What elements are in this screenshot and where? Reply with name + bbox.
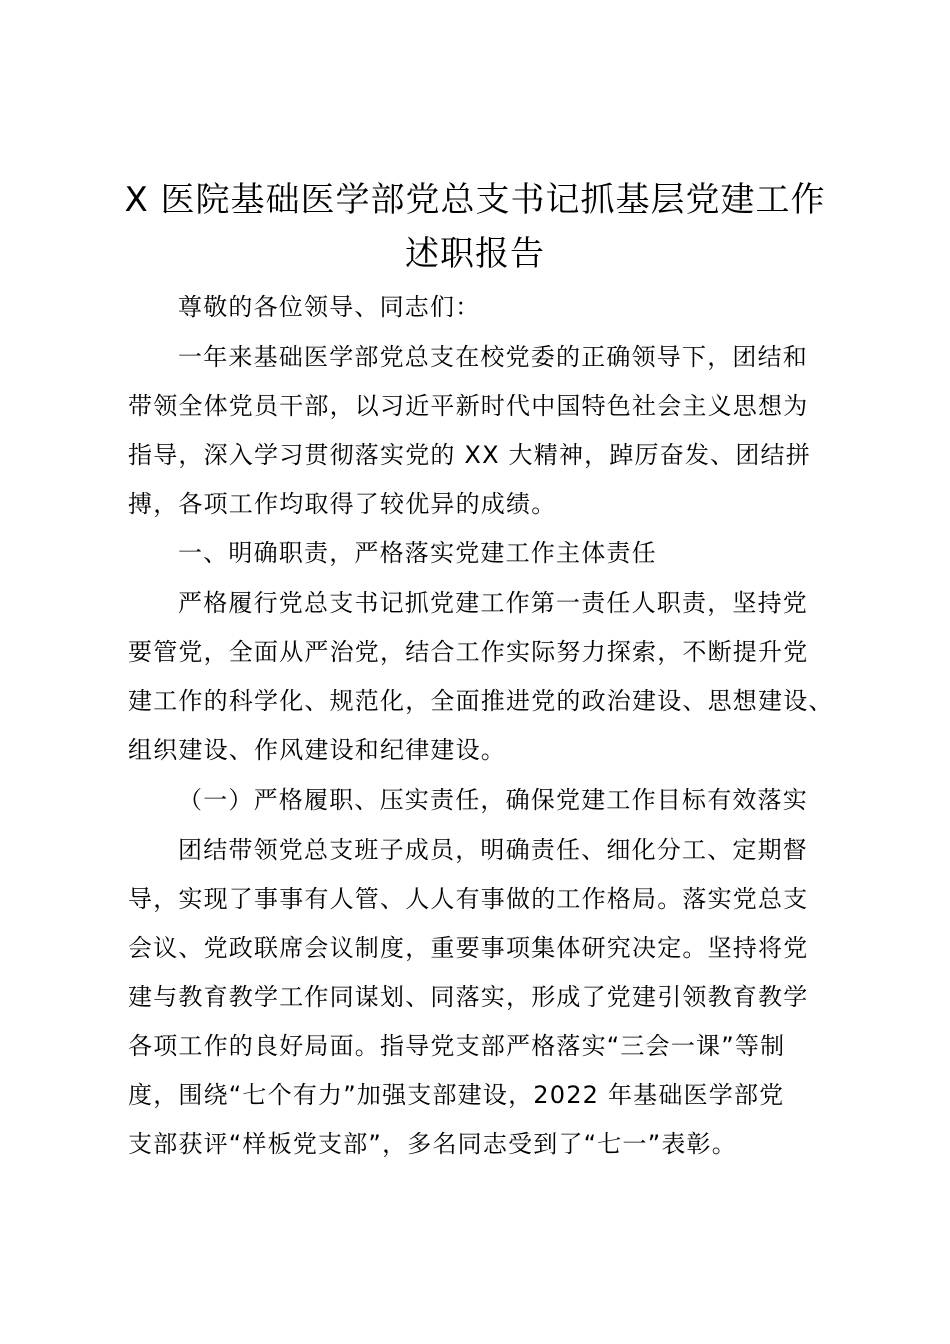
document-title-line-1: X 医院基础医学部党总支书记抓基层党建工作 xyxy=(124,180,826,220)
subsection-heading-1: （一）严格履职、压实责任，确保党建工作目标有效落实 xyxy=(178,786,808,814)
paragraph-2-line-3: 建工作的科学化、规范化，全面推进党的政治建设、思想建设、 xyxy=(128,687,834,715)
paragraph-1-line-3: 指导，深入学习贯彻落实党的 XX 大精神，踔厉奋发、团结拼 xyxy=(128,441,811,469)
paragraph-3-line-3: 会议、党政联席会议制度，重要事项集体研究决定。坚持将党 xyxy=(128,934,809,962)
paragraph-2-line-2: 要管党，全面从严治党，结合工作实际努力探索，不断提升党 xyxy=(128,638,809,666)
salutation: 尊敬的各位领导、同志们： xyxy=(178,293,481,321)
paragraph-1-line-1: 一年来基础医学部党总支在校党委的正确领导下，团结和 xyxy=(178,343,808,371)
paragraph-3-line-7: 支部获评“样板党支部”，多名同志受到了“七一”表彰。 xyxy=(128,1130,737,1158)
paragraph-3-line-4: 建与教育教学工作同谋划、同落实，形成了党建引领教育教学 xyxy=(128,983,809,1011)
paragraph-1-line-2: 带领全体党员干部，以习近平新时代中国特色社会主义思想为 xyxy=(128,392,809,420)
document-title-line-2: 述职报告 xyxy=(405,234,545,274)
paragraph-3-line-5: 各项工作的良好局面。指导党支部严格落实“三会一课”等制 xyxy=(128,1032,786,1060)
paragraph-2-line-4: 组织建设、作风建设和纪律建设。 xyxy=(128,736,506,764)
paragraph-3-line-1: 团结带领党总支班子成员，明确责任、细化分工、定期督 xyxy=(178,836,808,864)
paragraph-3-line-2: 导，实现了事事有人管、人人有事做的工作格局。落实党总支 xyxy=(128,885,809,913)
section-heading-1: 一、明确职责，严格落实党建工作主体责任 xyxy=(178,539,657,567)
paragraph-3-line-6: 度，围绕“七个有力”加强支部建设，2022 年基础医学部党 xyxy=(128,1081,785,1109)
paragraph-2-line-1: 严格履行党总支书记抓党建工作第一责任人职责，坚持党 xyxy=(178,589,808,617)
paragraph-1-line-4: 搏，各项工作均取得了较优异的成绩。 xyxy=(128,490,557,518)
